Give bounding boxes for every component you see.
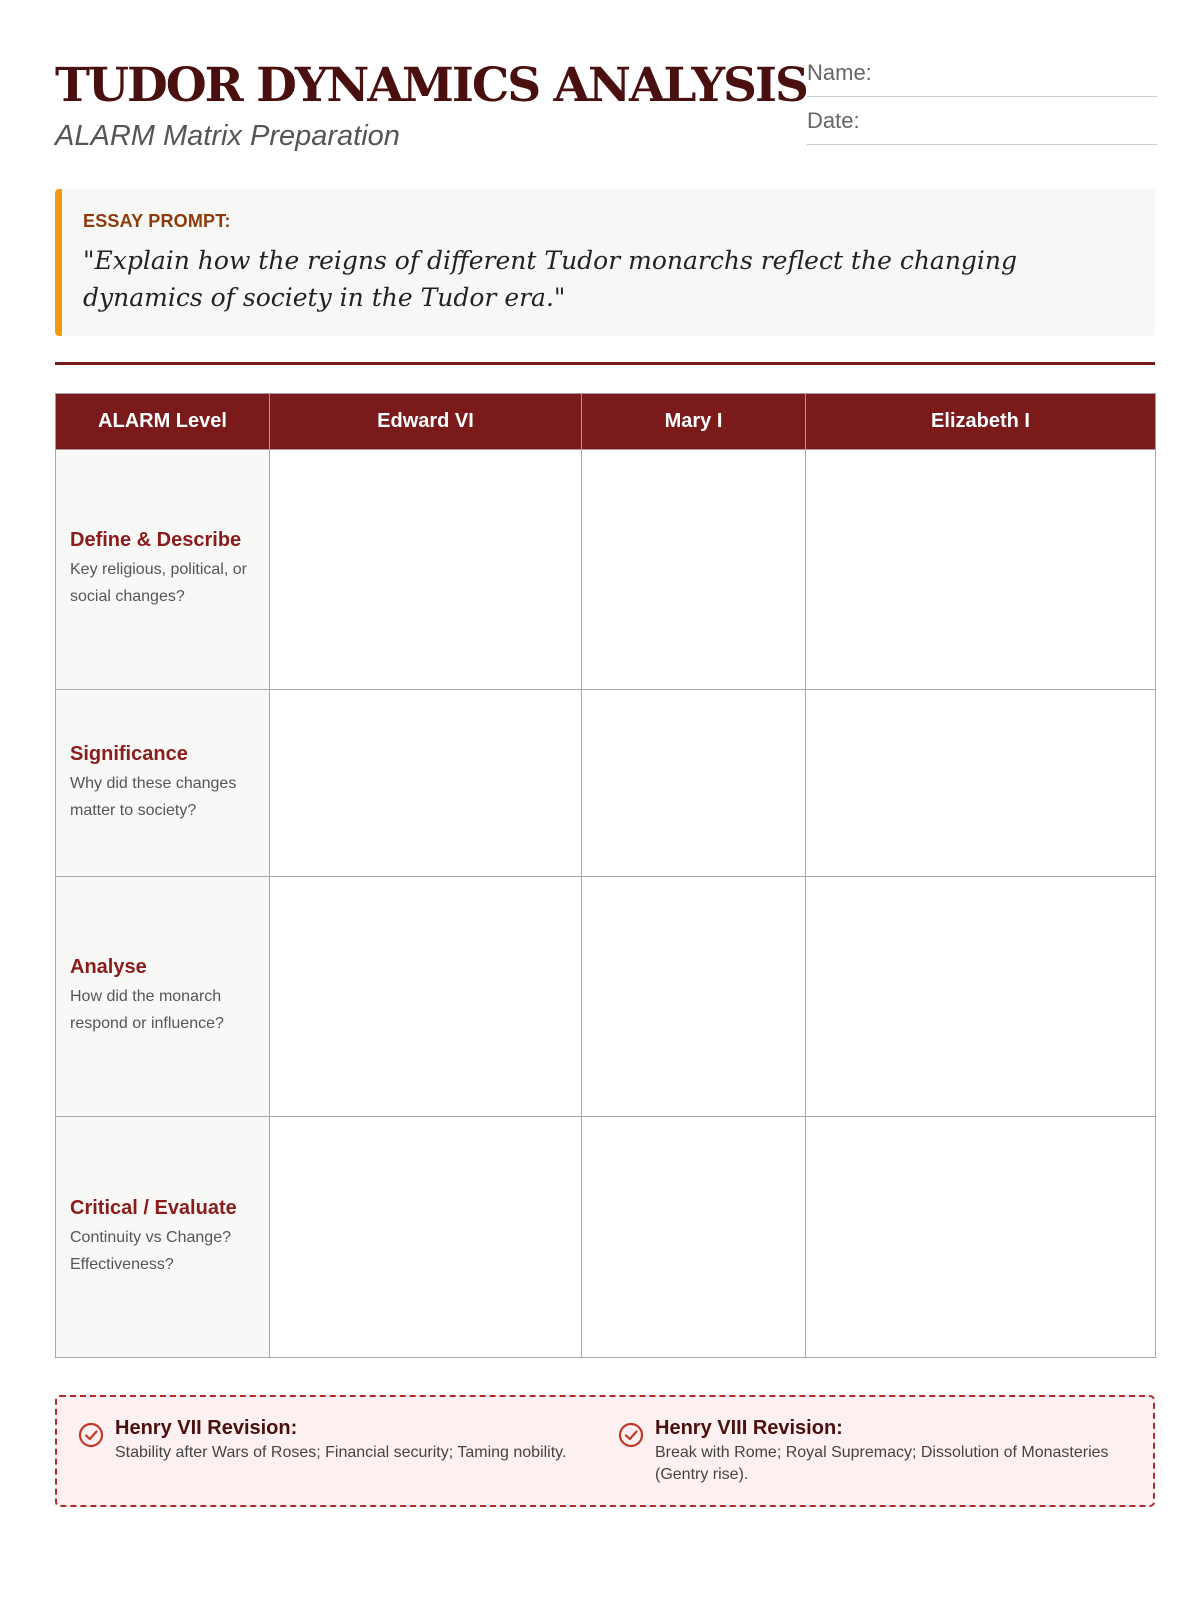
table-row [56, 877, 1156, 1117]
answer-cell-edward-vi[interactable] [270, 690, 582, 877]
student-fields [807, 52, 1157, 148]
revision-text: Stability after Wars of Roses; Financial security; Taming nobility. [115, 1444, 567, 1461]
check-circle-icon [617, 1421, 645, 1449]
table-header-row [56, 394, 1156, 450]
name-label: Name: [807, 60, 872, 85]
level-description: Why did these changes matter to society? [70, 774, 237, 819]
divider [55, 362, 1155, 365]
alarm-matrix-table [55, 393, 1156, 1358]
revision-box [55, 1395, 1155, 1507]
level-cell-define [56, 450, 270, 690]
answer-cell-elizabeth-i[interactable] [806, 1117, 1156, 1358]
essay-prompt-label: ESSAY PROMPT: [83, 211, 231, 231]
answer-cell-edward-vi[interactable] [270, 1117, 582, 1358]
worksheet-page [55, 0, 1155, 1483]
table-row [56, 1117, 1156, 1358]
table-row [56, 450, 1156, 690]
essay-prompt-box [55, 189, 1155, 336]
answer-cell-elizabeth-i[interactable] [806, 877, 1156, 1117]
revision-text: Break with Rome; Royal Supremacy; Dissolution of Monasteries (Gentry rise). [655, 1444, 1109, 1483]
date-field[interactable] [807, 100, 1157, 145]
level-cell-significance [56, 690, 270, 877]
name-field[interactable] [807, 52, 1157, 97]
table-row [56, 690, 1156, 877]
level-description: Continuity vs Change? Effectiveness? [70, 1228, 231, 1273]
revision-title: Henry VIII Revision: [655, 1417, 843, 1439]
answer-cell-mary-i[interactable] [582, 450, 806, 690]
level-cell-analyse [56, 877, 270, 1117]
answer-cell-elizabeth-i[interactable] [806, 690, 1156, 877]
header [55, 0, 1155, 180]
page-title: TUDOR DYNAMICS ANALYSIS [55, 58, 807, 113]
level-name: Critical / Evaluate [70, 1196, 237, 1219]
answer-cell-elizabeth-i[interactable] [806, 450, 1156, 690]
column-header-mary-i: Mary I [582, 394, 806, 450]
level-description: How did the monarch respond or influence? [70, 988, 224, 1032]
column-header-edward-vi: Edward VI [270, 394, 582, 450]
answer-cell-mary-i[interactable] [582, 690, 806, 877]
answer-cell-edward-vi[interactable] [270, 877, 582, 1117]
answer-cell-mary-i[interactable] [582, 877, 806, 1117]
level-cell-critical [56, 1117, 270, 1358]
answer-cell-mary-i[interactable] [582, 1117, 806, 1358]
column-header-elizabeth-i: Elizabeth I [806, 394, 1156, 450]
date-label: Date: [807, 108, 860, 133]
level-name: Analyse [70, 956, 147, 978]
level-description: Key religious, political, or social changes? [70, 561, 247, 605]
page-subtitle: ALARM Matrix Preparation [55, 120, 400, 152]
revision-body [115, 1417, 585, 1464]
essay-prompt-text: "Explain how the reigns of different Tudor monarchs reflect the changing dynamics of society in the Tudor era." [83, 246, 1018, 312]
revision-body [655, 1417, 1135, 1486]
check-circle-icon [77, 1421, 105, 1449]
answer-cell-edward-vi[interactable] [270, 450, 582, 690]
level-name: Significance [70, 742, 188, 765]
column-header-alarm-level: ALARM Level [56, 394, 270, 450]
level-name: Define & Describe [70, 529, 242, 551]
revision-title: Henry VII Revision: [115, 1417, 298, 1439]
